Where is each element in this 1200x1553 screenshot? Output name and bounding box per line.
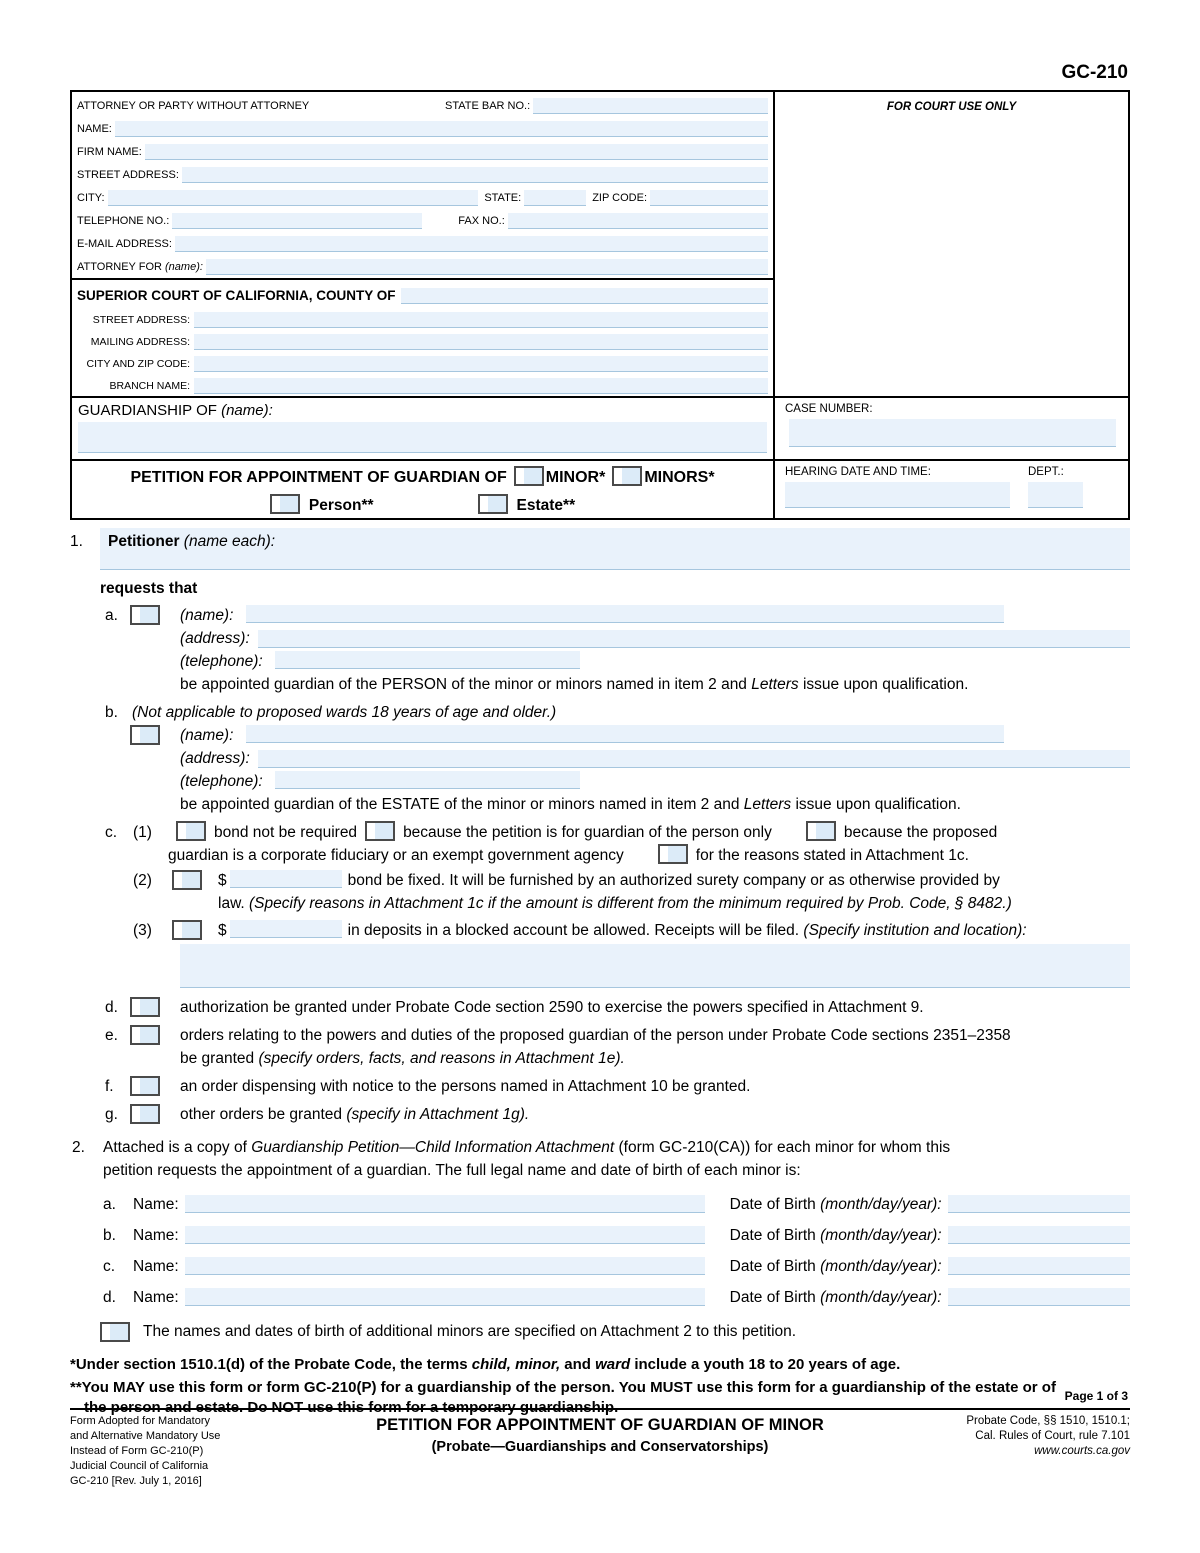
attorney-name-input[interactable]: [115, 121, 768, 137]
minor-d-dob-label: Date of Birth (month/day/year):: [729, 1288, 942, 1306]
minors-label: MINORS*: [644, 469, 715, 486]
requests-that-label: requests that: [100, 580, 198, 597]
c2-number: (2): [133, 872, 152, 889]
state-bar-label: STATE BAR NO.:: [445, 99, 531, 112]
firm-name-label: FIRM NAME:: [77, 145, 142, 158]
request-a-text: be appointed guardian of the PERSON of the minor or minors named in item 2 and Letters issue upon qualification.: [180, 676, 969, 693]
b-name-label: (name):: [180, 727, 234, 744]
attorney-section: [72, 92, 773, 278]
guardian-a-address-input[interactable]: [258, 630, 1130, 648]
court-branch-row: [72, 375, 773, 397]
guardianship-of-section: [72, 396, 773, 459]
court-use-column: [775, 92, 1128, 518]
b-telephone-label: (telephone):: [180, 773, 263, 790]
state-label: STATE:: [484, 191, 522, 204]
guardian-estate-checkbox[interactable]: [130, 725, 160, 745]
court-title-label: SUPERIOR COURT OF CALIFORNIA, COUNTY OF: [77, 288, 396, 303]
court-mailing-row: [72, 331, 773, 353]
guardian-a-name-input[interactable]: [246, 605, 1004, 623]
minor-d-row: [70, 1288, 1130, 1306]
request-b-text: be appointed guardian of the ESTATE of the minor or minors named in item 2 and Letters issue upon qualification.: [180, 796, 961, 813]
minor-a-dob-label: Date of Birth (month/day/year):: [729, 1195, 942, 1213]
minor-c-dob-input[interactable]: [948, 1257, 1130, 1275]
reasons-attachment-checkbox[interactable]: [658, 844, 688, 864]
minor-a-row: [70, 1195, 1130, 1213]
item2-number: 2.: [72, 1139, 85, 1156]
request-c3-row: (3) $ in deposits in a blocked account be allowed. Receipts will be filed. (Specify institution and location):: [70, 919, 1130, 942]
guardian-b-address-input[interactable]: [258, 750, 1130, 768]
caption-box: [70, 90, 1130, 520]
person-checkbox[interactable]: [270, 494, 300, 514]
request-b-telephone-row: [70, 770, 1130, 793]
form-footer: [70, 1408, 1130, 1489]
footer-title: [305, 1414, 895, 1489]
attorney-header-label: ATTORNEY OR PARTY WITHOUT ATTORNEY: [77, 99, 310, 112]
orders-powers-duties-checkbox[interactable]: [130, 1025, 160, 1045]
person-label: Person**: [308, 497, 374, 514]
telephone-label: TELEPHONE NO.:: [77, 214, 170, 227]
request-f-letter: f.: [105, 1078, 114, 1095]
attorney-court-column: [72, 92, 775, 518]
court-branch-input[interactable]: [194, 378, 768, 394]
person-only-checkbox[interactable]: [365, 821, 395, 841]
footnote-1: *Under section 1510.1(d) of the Probate Code, the terms child, minor, and ward include a youth 18 to 20 years of age.: [70, 1356, 901, 1373]
for-court-use-only-label: FOR COURT USE ONLY: [886, 101, 1017, 113]
footer-title-main: PETITION FOR APPOINTMENT OF GUARDIAN OF MINOR: [376, 1416, 824, 1434]
request-b-name-row: [70, 724, 1130, 747]
dept-area: [1028, 461, 1128, 518]
additional-minors-label: The names and dates of birth of additional minors are specified on Attachment 2 to this petition.: [143, 1323, 797, 1340]
minor-a-dob-input[interactable]: [948, 1195, 1130, 1213]
telephone-input[interactable]: [172, 213, 422, 229]
city-state-zip-row: [72, 186, 773, 209]
case-number-input[interactable]: [789, 419, 1116, 447]
request-c1-row: c. (1) bond not be required because the petition is for guardian of the person only because the proposed guardian is a corporate fiduciary or an exempt government agency for the reasons stated in Attachment 1c.: [70, 821, 1130, 867]
request-d-row: d. authorization be granted under Probate Code section 2590 to exercise the powers specified in Attachment 9.: [70, 996, 1130, 1019]
zip-code-input[interactable]: [650, 190, 768, 206]
form-title-label: PETITION FOR APPOINTMENT OF GUARDIAN OF: [130, 469, 507, 486]
petitioner-label: Petitioner: [108, 533, 180, 550]
attorney-name-row: [72, 117, 773, 140]
person-estate-line: [72, 494, 773, 515]
court-street-input[interactable]: [194, 312, 768, 328]
c3-number: (3): [133, 922, 152, 939]
guardian-b-name-input[interactable]: [246, 725, 1004, 743]
court-title-row: [72, 282, 773, 309]
request-b-letter: b.: [105, 704, 118, 721]
hearing-box: [775, 459, 1128, 518]
form-number: GC-210: [1061, 62, 1128, 83]
minor-b-name-input[interactable]: [185, 1226, 705, 1244]
minor-a-name-input[interactable]: [185, 1195, 705, 1213]
minor-b-name-label: Name:: [133, 1226, 179, 1244]
request-c2-row: (2) $ bond be fixed. It will be furnished by an authorized surety company or as otherwise provided by law. (Specify reasons in Attachment 1c if the amount is different from the minimum required by Prob. Code, § 8482.): [70, 869, 1130, 915]
deposits-amount-input[interactable]: [230, 920, 342, 938]
minor-c-name-input[interactable]: [185, 1257, 705, 1275]
minor-c-name-label: Name:: [133, 1257, 179, 1275]
dispense-notice-checkbox[interactable]: [130, 1076, 160, 1096]
email-input[interactable]: [175, 236, 768, 252]
guardian-b-telephone-input[interactable]: [275, 771, 580, 789]
item2-intro: 2. Attached is a copy of Guardianship Petition—Child Information Attachment (form GC-210(CA)) for each minor for whom this petition requests the appointment of a guardian. The full legal name and date of birth of each minor is:: [70, 1136, 1130, 1182]
authorization-2590-checkbox[interactable]: [130, 997, 160, 1017]
b-address-label: (address):: [180, 750, 250, 767]
request-a-name-row: [70, 604, 1130, 627]
a-address-label: (address):: [180, 630, 250, 647]
street-address-row: [72, 163, 773, 186]
email-row: [72, 232, 773, 255]
minor-d-letter: d.: [103, 1289, 116, 1306]
minor-b-row: [70, 1226, 1130, 1244]
court-mailing-input[interactable]: [194, 334, 768, 350]
minor-checkbox[interactable]: [514, 466, 544, 486]
phone-fax-row: [72, 209, 773, 232]
request-g-letter: g.: [105, 1106, 118, 1123]
bond-amount-input[interactable]: [230, 870, 342, 888]
a-name-label: (name):: [180, 607, 234, 624]
minor-d-name-input[interactable]: [185, 1288, 705, 1306]
bond-fixed-checkbox[interactable]: [172, 870, 202, 890]
minor-c-letter: c.: [103, 1258, 116, 1275]
county-input[interactable]: [401, 288, 768, 304]
fax-label: FAX NO.:: [458, 214, 505, 227]
guardianship-name-input[interactable]: [78, 422, 767, 453]
attorney-for-row: [72, 255, 773, 278]
zip-code-label: ZIP CODE:: [592, 191, 647, 204]
dept-input[interactable]: [1028, 482, 1083, 508]
petitioner-name-each-label: (name each):: [183, 533, 276, 550]
court-city-zip-label: CITY AND ZIP CODE:: [86, 358, 190, 370]
guardian-person-checkbox[interactable]: [130, 605, 160, 625]
courts-website-link: www.courts.ca.gov: [1034, 1445, 1130, 1457]
minor-b-letter: b.: [103, 1227, 116, 1244]
footer-title-sub: (Probate—Guardianships and Conservatorships): [431, 1439, 769, 1455]
court-city-zip-input[interactable]: [194, 356, 768, 372]
city-label: CITY:: [77, 191, 105, 204]
page-number-label: Page 1 of 3: [1064, 1389, 1128, 1403]
estate-label: Estate**: [516, 497, 576, 514]
guardianship-of-label: GUARDIANSHIP OF (name):: [78, 402, 273, 419]
hearing-date-label: HEARING DATE AND TIME:: [785, 466, 931, 478]
minor-c-row: [70, 1257, 1130, 1275]
guardian-a-telephone-input[interactable]: [275, 651, 580, 669]
fax-input[interactable]: [508, 213, 768, 229]
request-b-address-row: [70, 747, 1130, 770]
request-a-telephone-row: [70, 650, 1130, 673]
item1-number: 1.: [70, 533, 83, 550]
bond-not-required-checkbox[interactable]: [176, 821, 206, 841]
form-title-line: [72, 466, 773, 487]
b-note-label: (Not applicable to proposed wards 18 years of age and older.): [132, 704, 557, 721]
hearing-date-input[interactable]: [785, 482, 1010, 508]
request-c-letter: c.: [105, 824, 118, 841]
court-city-zip-row: [72, 353, 773, 375]
state-input[interactable]: [524, 190, 586, 206]
request-g-row: g. other orders be granted (specify in Attachment 1g).: [70, 1103, 1130, 1126]
request-d-letter: d.: [105, 999, 118, 1016]
court-section: [72, 278, 773, 396]
institution-location-textarea[interactable]: [180, 944, 1130, 988]
city-input[interactable]: [108, 190, 479, 206]
name-label: NAME:: [77, 122, 112, 135]
minor-b-dob-input[interactable]: [948, 1226, 1130, 1244]
form-title-section: [72, 459, 773, 518]
dept-label: DEPT.:: [1028, 466, 1064, 478]
blocked-account-checkbox[interactable]: [172, 920, 202, 940]
email-label: E-MAIL ADDRESS:: [77, 237, 172, 250]
request-e-letter: e.: [105, 1027, 118, 1044]
petitioner-row: [70, 528, 1130, 570]
firm-name-input[interactable]: [145, 144, 768, 160]
minor-d-dob-input[interactable]: [948, 1288, 1130, 1306]
corporate-fiduciary-checkbox[interactable]: [806, 821, 836, 841]
other-orders-checkbox[interactable]: [130, 1104, 160, 1124]
request-e-row: e. orders relating to the powers and duties of the proposed guardian of the person under Probate Code sections 2351–2358 be granted (specify orders, facts, and reasons in Attachment 1e).: [70, 1024, 1130, 1070]
minors-checkbox[interactable]: [612, 466, 642, 486]
street-address-input[interactable]: [182, 167, 768, 183]
hearing-date-area: [775, 461, 1028, 518]
footer-adoption-info: Form Adopted for Mandatory and Alternative Mandatory Use Instead of Form GC-210(P) Judicial Council of California GC-210 [Rev. July 1, 2016]: [70, 1415, 221, 1487]
court-street-row: [72, 309, 773, 331]
attorney-header-row: [72, 94, 773, 117]
minor-d-name-label: Name:: [133, 1288, 179, 1306]
request-f-row: f. an order dispensing with notice to the persons named in Attachment 10 be granted.: [70, 1075, 1130, 1098]
court-branch-label: BRANCH NAME:: [109, 380, 190, 392]
request-b-note-row: [70, 701, 1130, 724]
footer-legal-refs: Probate Code, §§ 1510, 1510.1; Cal. Rules of Court, rule 7.101 www.courts.ca.gov: [895, 1414, 1130, 1489]
minor-a-letter: a.: [103, 1196, 116, 1213]
case-number-box: [775, 396, 1128, 459]
street-address-label: STREET ADDRESS:: [77, 168, 179, 181]
c1-number: (1): [133, 824, 152, 841]
minor-a-name-label: Name:: [133, 1195, 179, 1213]
court-mailing-label: MAILING ADDRESS:: [90, 336, 190, 348]
firm-name-row: [72, 140, 773, 163]
attorney-for-label: ATTORNEY FOR (name):: [77, 260, 203, 273]
attorney-for-input[interactable]: [206, 259, 768, 275]
form-body: [70, 528, 1130, 1418]
minor-b-dob-label: Date of Birth (month/day/year):: [729, 1226, 942, 1244]
state-bar-input[interactable]: [533, 98, 768, 114]
a-telephone-label: (telephone):: [180, 653, 263, 670]
estate-checkbox[interactable]: [478, 494, 508, 514]
request-a-address-row: [70, 627, 1130, 650]
additional-minors-row: [70, 1320, 1130, 1343]
minor-c-dob-label: Date of Birth (month/day/year):: [729, 1257, 942, 1275]
footnote-2: **You MAY use this form or form GC-210(P) for a guardianship of the person. You MUST use this form for a guardianship of the estate or of the person and estate. Do NOT use this form for a temporary guardianship.: [70, 1379, 1056, 1416]
court-street-label: STREET ADDRESS:: [92, 314, 190, 326]
additional-minors-checkbox[interactable]: [100, 1322, 130, 1342]
petitioner-input[interactable]: [100, 528, 1130, 570]
minor-label: MINOR*: [545, 469, 606, 486]
request-a-letter: a.: [105, 607, 118, 624]
case-number-label: CASE NUMBER:: [785, 403, 873, 415]
